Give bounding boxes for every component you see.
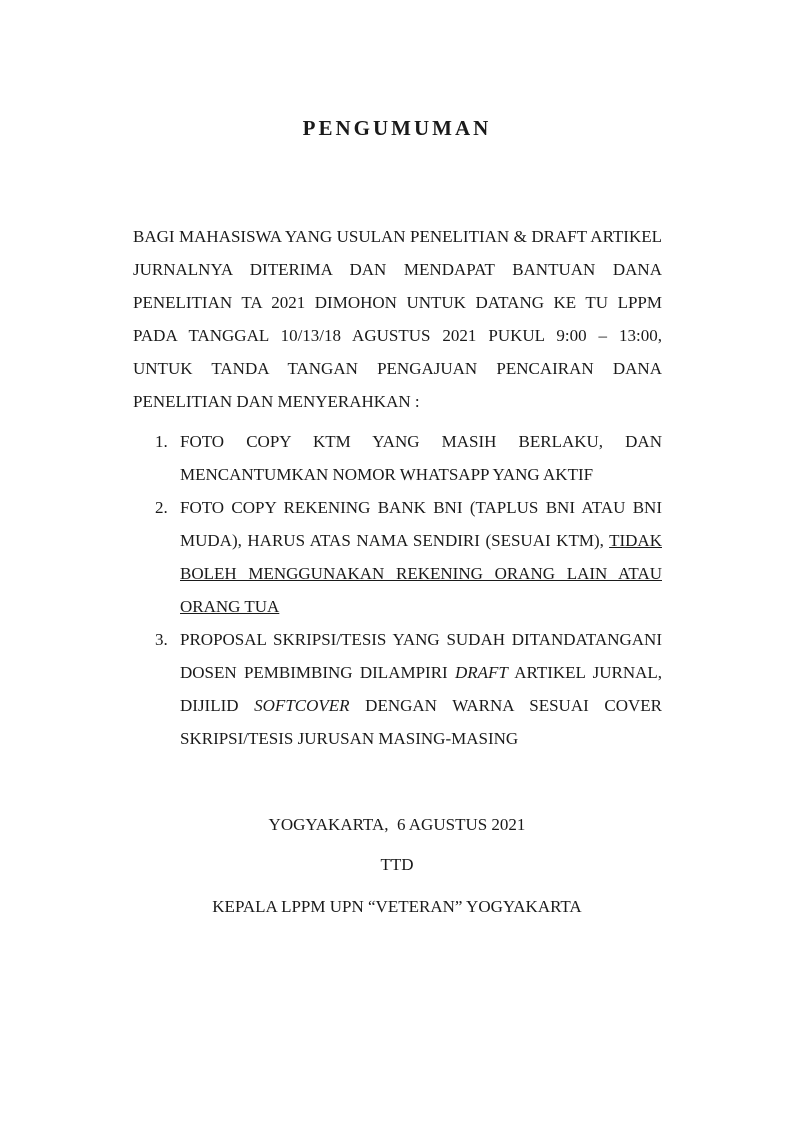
list-item-text: FOTO COPY KTM YANG MASIH BERLAKU, DAN MENCANTUMKAN NOMOR WHATSAPP YANG AKTIF	[180, 432, 662, 484]
list-item-text: DENGAN WARNA SESUAI COVER SKRIPSI/TESIS JURUSAN MASING-MASING	[180, 696, 662, 748]
italic-term-softcover: SOFTCOVER	[254, 696, 350, 715]
list-item-number: 1.	[155, 432, 168, 451]
list-item	[133, 491, 662, 623]
list-item	[133, 425, 662, 491]
list-item-text: PROPOSAL SKRIPSI/TESIS YANG SUDAH DITANDATANGANI DOSEN PEMBIMBING DILAMPIRI	[180, 630, 662, 682]
ttd-label: TTD	[380, 855, 414, 874]
place-date: YOGYAKARTA, 6 AGUSTUS 2021	[268, 815, 526, 834]
list-item-text: ARTIKEL JURNAL, DIJILID	[180, 663, 663, 715]
signatory: KEPALA LPPM UPN “VETERAN” YOGYAKARTA	[212, 897, 582, 916]
list-item-text: FOTO COPY REKENING BANK BNI (TAPLUS BNI ATAU BNI MUDA), HARUS ATAS NAMA SENDIRI (SESUAI KTM),	[180, 498, 662, 550]
list-item	[133, 623, 662, 755]
requirements-list	[133, 425, 662, 755]
underlined-warning-text: TIDAK BOLEH MENGGUNAKAN REKENING ORANG LAIN ATAU ORANG TUA	[180, 531, 662, 616]
italic-term-draft: DRAFT	[455, 663, 508, 682]
list-item-number: 2.	[155, 498, 168, 517]
list-item-number: 3.	[155, 630, 168, 649]
intro-paragraph: BAGI MAHASISWA YANG USULAN PENELITIAN & DRAFT ARTIKEL JURNALNYA DITERIMA DAN MENDAPAT BANTUAN DANA PENELITIAN TA 2021 DIMOHON UNTUK DATANG KE TU LPPM PADA TANGGAL 10/13/18 AGUSTUS 2021 PUKUL 9:00 – 13:00, UNTUK TANDA TANGAN PENGAJUAN PENCAIRAN DANA PENELITIAN DAN MENYERAHKAN :	[133, 227, 662, 411]
page-title: PENGUMUMAN	[302, 116, 492, 140]
